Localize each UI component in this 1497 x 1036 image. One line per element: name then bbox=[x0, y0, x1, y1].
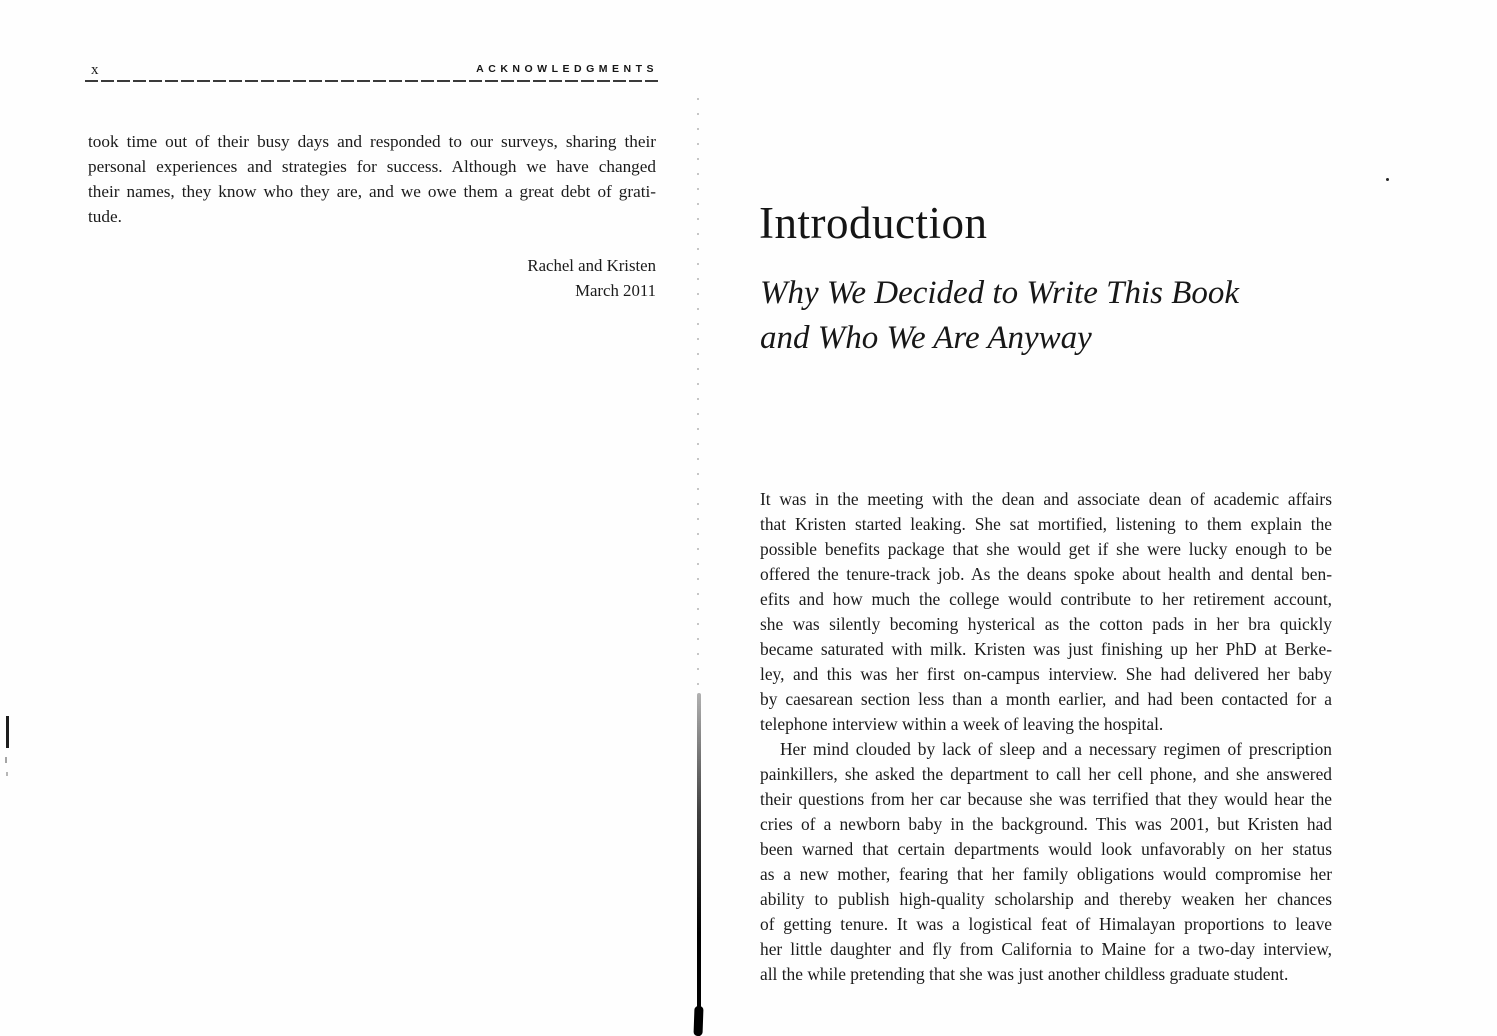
text-line: of getting tenure. It was a logistical feat of Himalayan proportions to leave bbox=[760, 914, 1332, 934]
text-line: took time out of their busy days and responded to our surveys, sharing their bbox=[88, 132, 656, 151]
scan-dust-speck bbox=[1386, 178, 1389, 181]
acknowledgments-closing-paragraph bbox=[88, 129, 656, 229]
text-line: possible benefits package that she would get if she were lucky enough to be bbox=[760, 539, 1332, 559]
text-line: as a new mother, fearing that her family obligations would compromise her bbox=[760, 864, 1332, 884]
body-paragraph bbox=[760, 487, 1332, 737]
scan-gutter-ink-blob bbox=[693, 1006, 703, 1036]
text-line: been warned that certain departments would look unfavorably on her status bbox=[760, 839, 1332, 859]
running-head-acknowledgments: ACKNOWLEDGMENTS bbox=[476, 63, 658, 75]
text-line: personal experiences and strategies for success. Although we have changed bbox=[88, 157, 656, 176]
introduction-body bbox=[760, 487, 1332, 987]
text-line: their names, they know who they are, and we owe them a great debt of grati- bbox=[88, 182, 656, 201]
text-line: became saturated with milk. Kristen was just finishing up her PhD at Berke- bbox=[760, 639, 1332, 659]
page-number-folio: x bbox=[91, 62, 100, 78]
scan-edge-mark bbox=[6, 716, 9, 748]
scan-edge-speck bbox=[5, 757, 7, 763]
scan-edge-speck bbox=[6, 772, 8, 776]
body-paragraph bbox=[760, 737, 1332, 987]
text-line: ability to publish high-quality scholarship and thereby weaken her chances bbox=[760, 889, 1332, 909]
text-line: cries of a newborn baby in the background. This was 2001, but Kristen had bbox=[760, 814, 1332, 834]
chapter-subtitle-line: and Who We Are Anyway bbox=[760, 320, 1092, 356]
scan-gutter-dotted-line bbox=[697, 98, 699, 698]
chapter-subtitle bbox=[760, 271, 1360, 361]
text-line: that Kristen started leaking. She sat mortified, listening to them explain the bbox=[760, 514, 1332, 534]
chapter-title: Introduction bbox=[759, 198, 988, 248]
text-line: her little daughter and fly from California to Maine for a two-day interview, bbox=[760, 939, 1332, 959]
signature-block bbox=[380, 253, 656, 303]
text-line: painkillers, she asked the department to call her cell phone, and she answered bbox=[760, 764, 1332, 784]
text-line: efits and how much the college would contribute to her retirement account, bbox=[760, 589, 1332, 609]
signature-names: Rachel and Kristen bbox=[527, 256, 656, 275]
scan-gutter-shadow-line bbox=[697, 693, 701, 1036]
text-line: ley, and this was her first on-campus interview. She had delivered her baby bbox=[760, 664, 1332, 684]
text-line: she was silently becoming hysterical as the cotton pads in her bra quickly bbox=[760, 614, 1332, 634]
text-line: by caesarean section less than a month earlier, and had been contacted for a bbox=[760, 689, 1332, 709]
text-line: Her mind clouded by lack of sleep and a necessary regimen of prescription bbox=[780, 739, 1332, 759]
text-line: all the while pretending that she was just another childless graduate student. bbox=[760, 964, 1289, 984]
signature-date: March 2011 bbox=[575, 281, 656, 300]
text-line: tude. bbox=[88, 207, 122, 226]
header-rule bbox=[85, 80, 660, 82]
text-line: their questions from her car because she was terrified that they would hear the bbox=[760, 789, 1332, 809]
text-line: telephone interview within a week of leaving the hospital. bbox=[760, 714, 1164, 734]
chapter-subtitle-line: Why We Decided to Write This Book bbox=[760, 275, 1240, 311]
text-line: It was in the meeting with the dean and associate dean of academic affairs bbox=[760, 489, 1332, 509]
text-line: offered the tenure-track job. As the deans spoke about health and dental ben- bbox=[760, 564, 1332, 584]
